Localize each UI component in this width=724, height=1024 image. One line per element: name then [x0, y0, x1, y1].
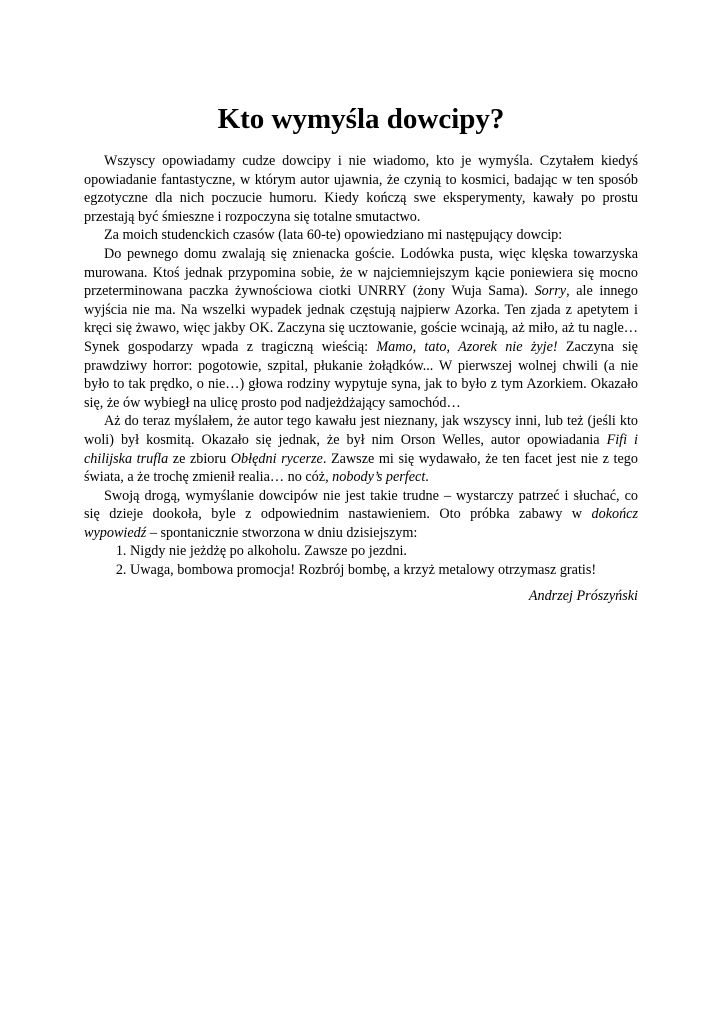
italic-text: Sorry: [534, 283, 567, 300]
list-item: 2. Uwaga, bombowa promocja! Rozbrój bombę, a krzyż metalowy otrzymasz gratis!: [130, 561, 638, 580]
text-segment: Wszyscy opowiadamy cudze dowcipy i nie wiadomo, kto je wymyśla. Czytałem kiedyś opowiadanie fantastyczne, w którym autor ujawnia, że czynią to kosmici, badając w ten sposób egzotyczne dla nich poczucie humoru. Kiedy kończą swe eksperymenty, kawały po prostu przestają być śmieszne i rozpoczyna się totalne smutactwo.: [84, 153, 638, 225]
paragraph: [84, 152, 638, 226]
paragraph: [84, 412, 638, 486]
text-segment: Za moich studenckich czasów (lata 60-te) opowiedziano mi następujący dowcip:: [104, 227, 563, 244]
paragraphs: [84, 152, 638, 542]
text-segment: . Zawsze mi się wydawało, że ten facet jest nie z tego świata, a że trochę zmienił realia… no cóż,: [84, 450, 638, 486]
text-segment: – spontanicznie stworzona w dniu dzisiejszym:: [146, 524, 418, 541]
italic-text: nobody’s perfect: [332, 469, 426, 486]
article-title: Kto wymyśla dowcipy?: [217, 103, 505, 135]
italic-text: Mamo, tato, Azorek nie żyje!: [376, 338, 558, 355]
italic-text: Obłędni rycerze: [230, 450, 323, 467]
paragraph: [84, 245, 638, 412]
joke-list: [84, 542, 638, 579]
paragraph: [84, 226, 638, 245]
italic-text: dokończ wypowiedź: [84, 506, 638, 541]
text-segment: .: [425, 469, 429, 486]
article-body: [84, 152, 638, 580]
text-segment: Do pewnego domu zwalają się znienacka goście. Lodówka pusta, więc klęska towarzyska murowana. Ktoś jednak przypomina sobie, że w najciemniejszym kącie poniewiera się mocno przeterminowana paczka żywnościowa ciotki UNRRY (żony Wuja Sama).: [84, 245, 638, 300]
text-segment: Swoją drogą, wymyślanie dowcipów nie jest takie trudne – wystarczy patrzeć i słuchać, co się dzieje dookoła, byle z odpowiednim nastawieniem. Oto próbka zabawy w: [84, 487, 638, 523]
text-segment: , ale innego wyjścia nie ma. Na wszelki wypadek jednak częstują najpierw Azorka. Ten zjada z apetytem i kręci się żwawo, więc jakby OK. Zaczyna się ucztowanie, goście wcinają, aż miło, aż tu nagle… Synek gospodarzy wpada z tragiczną wieścią:: [84, 283, 638, 355]
author-signature: Andrzej Prószyński: [528, 587, 638, 604]
text-segment: Aż do teraz myślałem, że autor tego kawału jest nieznany, jak wszyscy inni, lub też (jeśli kto woli) był kosmitą. Okazało się jednak, że był nim Orson Welles, autor opowiadania: [84, 413, 638, 448]
paragraph: [84, 487, 638, 543]
italic-text: Fifi i chilijska trufla: [84, 431, 638, 467]
text-segment: ze zbioru: [168, 450, 231, 467]
text-segment: Zaczyna się prawdziwy horror: pogotowie, szpital, płukanie żołądków... W pierwszej wolnej chwili (a nie było to tak prędko, o nie…) głowa rodziny wypytuje syna, jak to było z tym Azorkiem. Okazało się, że ów wybiegł na ulicę prosto pod nadjeżdżający samochód…: [84, 338, 638, 411]
article: [84, 100, 638, 605]
list-item: 1. Nigdy nie jeżdżę po alkoholu. Zawsze po jezdni.: [130, 542, 638, 561]
